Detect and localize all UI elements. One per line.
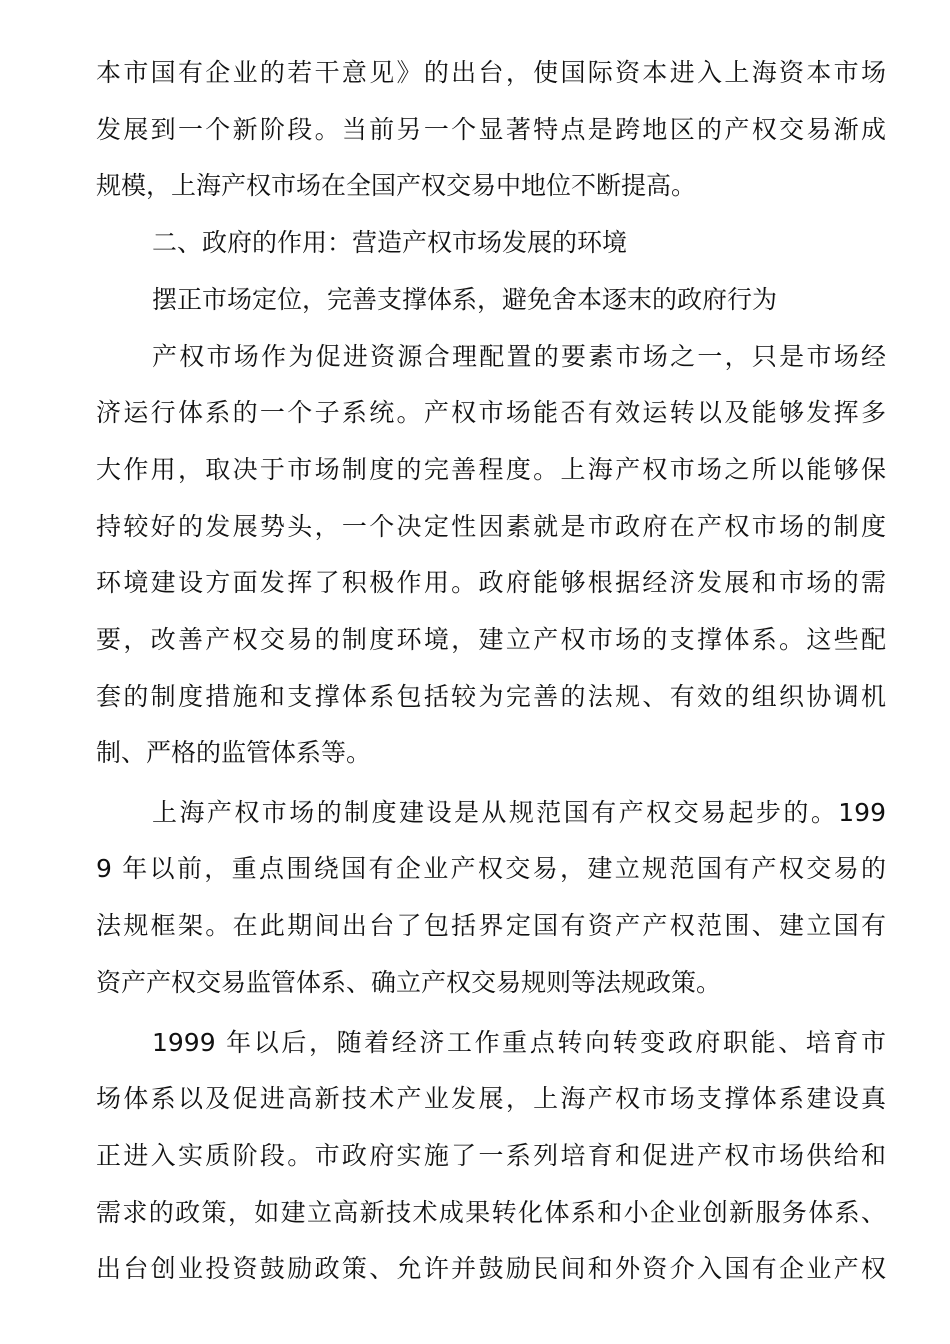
- subsection-heading: 摆正市场定位，完善支撑体系，避免舍本逐末的政府行为: [152, 285, 778, 314]
- text-line: 需求的政策，如建立高新技术成果转化体系和小企业创新服务体系、: [96, 1198, 886, 1227]
- text-line: 上海产权市场的制度建设是从规范国有产权交易起步的。199: [152, 798, 886, 827]
- text-line: 规模，上海产权市场在全国产权交易中地位不断提高。: [96, 171, 697, 200]
- text-line: 大作用，取决于市场制度的完善程度。上海产权市场之所以能够保: [96, 455, 886, 484]
- text-line: 法规框架。在此期间出台了包括界定国有资产产权范围、建立国有: [96, 911, 886, 940]
- text-line: 出台创业投资鼓励政策、允许并鼓励民间和外资介入国有企业产权: [96, 1254, 886, 1283]
- text-line: 本市国有企业的若干意见》的出台，使国际资本进入上海资本市场: [96, 58, 886, 87]
- text-line: 持较好的发展势头，一个决定性因素就是市政府在产权市场的制度: [96, 512, 886, 541]
- text-line: 正进入实质阶段。市政府实施了一系列培育和促进产权市场供给和: [96, 1141, 886, 1170]
- text-line: 发展到一个新阶段。当前另一个显著特点是跨地区的产权交易渐成: [96, 115, 886, 144]
- text-line: 套的制度措施和支撑体系包括较为完善的法规、有效的组织协调机: [96, 682, 886, 711]
- text-line: 制、严格的监管体系等。: [96, 738, 372, 767]
- text-line: 产权市场作为促进资源合理配置的要素市场之一，只是市场经: [152, 342, 886, 371]
- section-heading: 二、政府的作用：营造产权市场发展的环境: [152, 228, 628, 257]
- text-line: 环境建设方面发挥了积极作用。政府能够根据经济发展和市场的需: [96, 568, 886, 597]
- text-line: 9 年以前，重点围绕国有企业产权交易，建立规范国有产权交易的: [96, 854, 886, 883]
- text-line: 场体系以及促进高新技术产业发展，上海产权市场支撑体系建设真: [96, 1084, 886, 1113]
- text-line: 济运行体系的一个子系统。产权市场能否有效运转以及能够发挥多: [96, 398, 886, 427]
- text-line: 要，改善产权交易的制度环境，建立产权市场的支撑体系。这些配: [96, 625, 886, 654]
- text-line: 1999 年以后，随着经济工作重点转向转变政府职能、培育市: [152, 1028, 886, 1057]
- text-line: 资产产权交易监管体系、确立产权交易规则等法规政策。: [96, 968, 722, 997]
